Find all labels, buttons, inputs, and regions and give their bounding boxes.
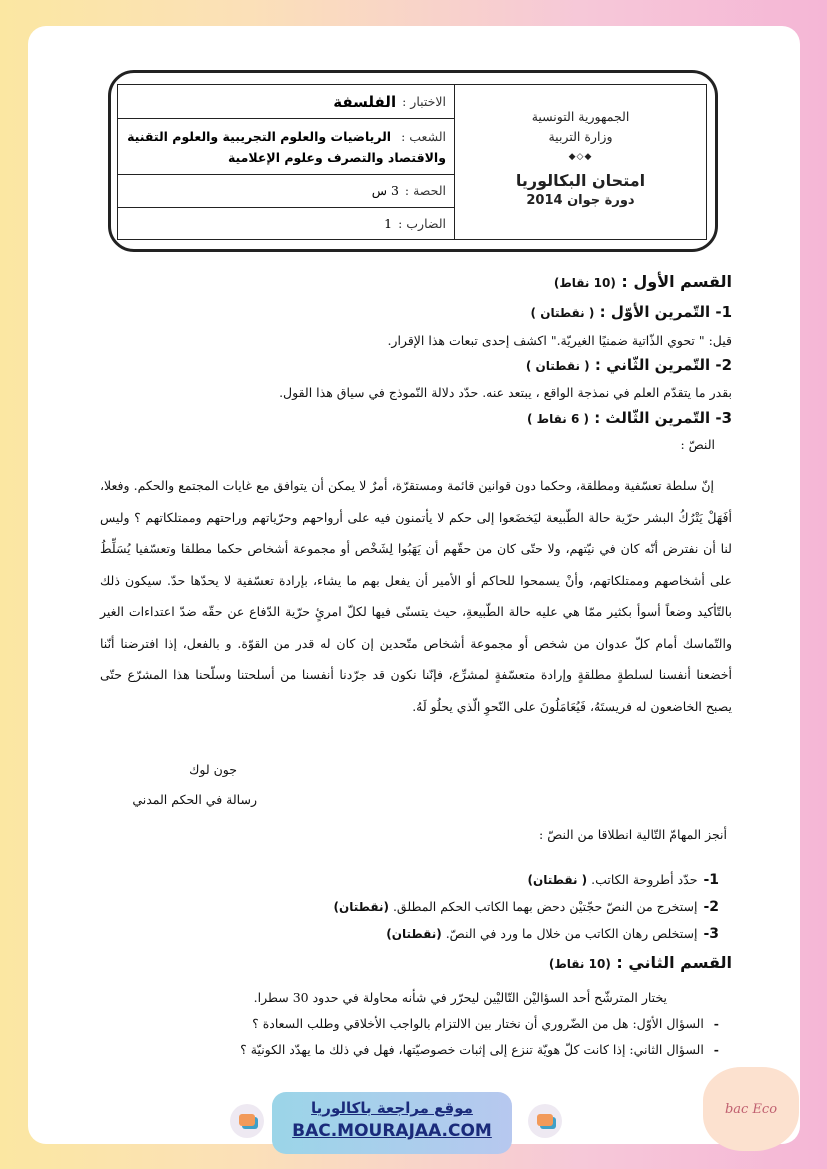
question-2: -السؤال الثاني: إذا كانت كلّ هويّة تنزع إلى إثبات خصوصيّتها، فهل في ذلك ما يهدّد الكونيّة ؟ bbox=[240, 1042, 719, 1057]
exercise1-heading bbox=[531, 303, 732, 321]
exercise3-heading bbox=[527, 409, 732, 427]
exercise3-title: 3- التّمرين الثّالث : bbox=[594, 409, 732, 427]
exercise3-points: ( 6 نقاط ) bbox=[526, 412, 589, 426]
exam-header bbox=[117, 84, 707, 240]
question-1: -السؤال الأوّل: هل من الضّروري أن نختار بين الالتزام بالواجب الأخلاقي وطلب السعادة ؟ bbox=[252, 1016, 719, 1031]
part2-heading bbox=[549, 953, 732, 972]
duration-value: 3 س bbox=[371, 183, 399, 199]
site-url: BAC.MOURAJAA.COM bbox=[292, 1121, 492, 1141]
text-label: النصّ : bbox=[680, 437, 715, 452]
test-row bbox=[118, 85, 454, 119]
site-name-arabic: موقع مراجعة باكالوريا bbox=[311, 1099, 473, 1117]
institution-block bbox=[455, 85, 706, 239]
part1-points: (10 نقاط) bbox=[553, 276, 616, 290]
exam-info-table bbox=[118, 85, 455, 239]
branch-row bbox=[118, 119, 454, 175]
site-logo-right-icon bbox=[528, 1104, 562, 1138]
exercise1-title: 1- التّمرين الأوّل : bbox=[599, 303, 732, 321]
exercise2-title: 2- التّمرين الثّاني : bbox=[594, 356, 732, 374]
work-title: رسالة في الحكم المدني bbox=[132, 792, 257, 807]
author-name: جون لوك bbox=[189, 762, 237, 777]
bac-eco-badge bbox=[703, 1067, 799, 1151]
coefficient-value: 1 bbox=[384, 215, 393, 231]
duration-label: الحصة : bbox=[404, 183, 446, 199]
test-value: الفلسفة bbox=[333, 92, 397, 111]
exercise1-text: قيل: " تحوي الذّاتية ضمنيًا الغيريّة." اكشف إحدى تبعات هذا الإقرار. bbox=[387, 333, 732, 348]
passage-paragraph: إنّ سلطة تعسّفية ومطلقة، وحكما دون قوانين قائمة ومستقرّة، أمرٌ لا يمكن أن يتوافق مع غايات المجتمع والحكم. وفعلا، أفَهَلْ يَتْرُكُ البشر حرّية حالة الطّبيعة ليَخضَعوا إلى حكم لا يأتمنون فيه على أرواحهم وحرّياتهم وراحتهم وممتلكاتهم ؟ وليس لنا أن نفترض أنّه كان في نيّتهم، ولا حتّى كان من حقّهم أن يَهَبُوا لِشَخْص أو مجموعة أشخاص حكما مطلقا وتعسّفيا يُسَلِّطُ على أشخاصهم وممتلكاتهم، وأنْ يسمحوا للحاكم أو الأمير أن يفعل بهم ما يشاء، بإرادة تعسّفية لا يحدّها حدّ. سيكون ذلك بالتّأكيد وضعاً أسوأ بكثير ممّا هي عليه حالة الطّبيعةِ، حيث يتسنّى فيها لكلّ امرئٍ حرّية الدّفاع عن حقّه ضدّ اعتداءات الغير والتّماسك أمام كلّ عدوان من شخص أو مجموعة أشخاص متّحدين إن كان له قدر من القوّة. و بالفعل، إذا افترضنا أنّنا أخضعنا أنفسنا لسلطةٍ مطلقةٍ وإرادة متعسّفةٍ لمشرِّع، فإنّنا نكون قد جرّدنا أنفسنا من أسلحتنا وسلّحنا هذا المشرّع حتّى يصبح الخاضعون له فريستَهُ، فَيُعَامَلُونَ على النّحوِ الّذي يحلُو لَهُ. bbox=[100, 478, 732, 714]
coefficient-label: الضارب : bbox=[398, 215, 446, 231]
exercise2-text: بقدر ما يتقدّم العلم في نمذجة الواقع ، يبتعد عنه. حدّد دلالة النّموذج في سياق هذا القول. bbox=[279, 385, 732, 400]
part2-instruction: يختار المترشّح أحد السؤاليْن التّاليْين ليحرّر في شأنه محاولة في حدود 30 سطرا. bbox=[253, 990, 667, 1005]
test-label: الاختبار : bbox=[402, 94, 446, 110]
republic-name: الجمهورية التونسية bbox=[531, 109, 630, 124]
duration-row bbox=[118, 175, 454, 207]
branch-label: الشعب : bbox=[401, 128, 446, 144]
part1-title: القسم الأول : bbox=[621, 272, 732, 291]
site-logo-left-icon bbox=[230, 1104, 264, 1138]
exam-title: امتحان البكالوريا bbox=[515, 171, 646, 190]
tasks-intro: أنجز المهامّ التّالية انطلاقا من النصّ : bbox=[539, 827, 727, 842]
task-item-3: 3-إستخلص رهان الكاتب من خلال ما ورد في النصّ. (نقطتان) bbox=[386, 926, 719, 942]
task-item-1: 1-حدّد أطروحة الكاتب. ( نقطتان) bbox=[527, 872, 719, 888]
exercise2-points: ( نقطتان ) bbox=[525, 359, 590, 373]
branch-line-2: والاقتصاد والتصرف وعلوم الإعلامية bbox=[227, 149, 446, 165]
task-item-2: 2-إستخرج من النصّ حجّتيْن دحض بهما الكاتب الحكم المطلق. (نقطتان) bbox=[333, 899, 719, 915]
part2-points: (10 نقاط) bbox=[548, 957, 611, 971]
philosophy-passage bbox=[100, 470, 732, 722]
exercise2-heading bbox=[526, 356, 732, 374]
ministry-name: وزارة التربية bbox=[548, 129, 613, 144]
site-banner-link[interactable] bbox=[272, 1092, 512, 1154]
diamond-ornament: ◆◇◆ bbox=[568, 152, 593, 162]
exercise1-points: ( نقطتان ) bbox=[530, 306, 595, 320]
bac-eco-label: bac Eco bbox=[724, 1101, 778, 1117]
part1-heading bbox=[554, 272, 732, 291]
exam-session: دورة جوان 2014 bbox=[526, 193, 635, 208]
branch-line-1: الرياضيات والعلوم التجريبية والعلوم التقنية bbox=[127, 128, 392, 144]
part2-title: القسم الثاني : bbox=[616, 953, 732, 972]
coefficient-row bbox=[118, 208, 454, 239]
